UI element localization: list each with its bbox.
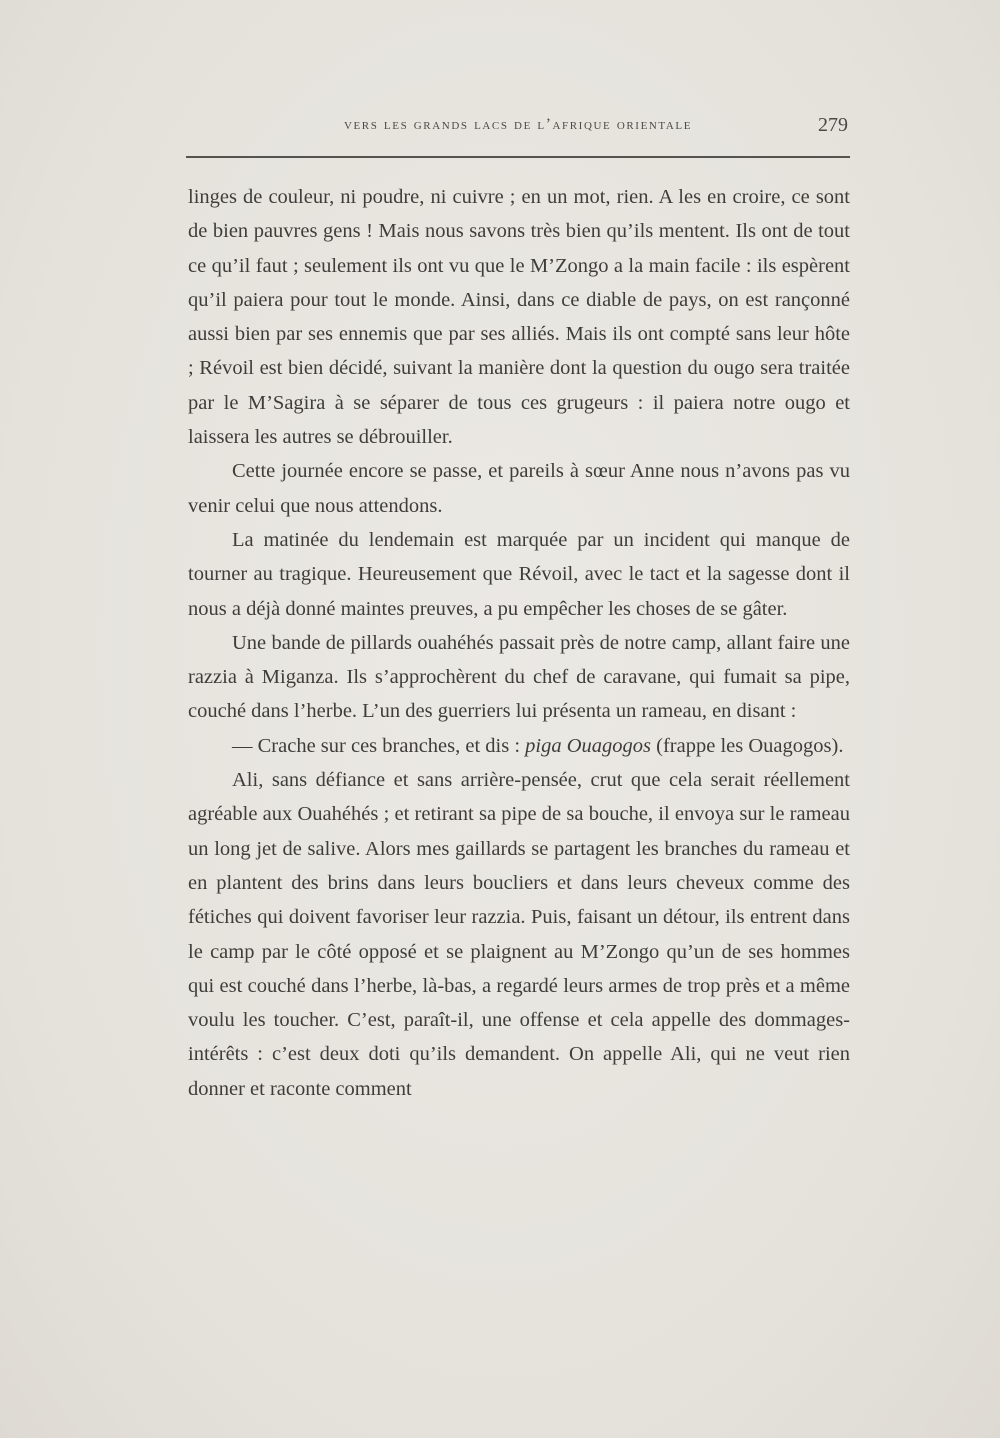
paragraph-5 xyxy=(188,729,850,763)
dialogue-gloss: (frappe les Ouagogos). xyxy=(651,734,844,757)
paragraph-3: La matinée du lendemain est marquée par un incident qui manque de tourner au tragique. Heureusement que Révoil, avec le tact et la sagesse dont il nous a déjà donné maintes preuves, a pu empêcher les choses de se gâter. xyxy=(188,528,850,620)
running-head xyxy=(186,112,850,144)
running-title: vers les grands lacs de l’afrique orientale xyxy=(343,116,693,133)
page-number: 279 xyxy=(818,114,848,136)
paragraph-1: linges de couleur, ni poudre, ni cuivre ; en un mot, rien. A les en croire, ce sont de bien pauvres gens ! Mais nous savons très bien qu’ils mentent. Ils ont de tout ce qu’il faut ; seulement ils ont vu que le M’Zongo a la main facile : ils espèrent qu’il paiera pour tout le monde. Ainsi, dans ce diable de pays, on est rançonné aussi bien par ses ennemis que par ses alliés. Mais ils ont compté sans leur hôte ; Révoil est bien décidé, suivant la manière dont la question du ougo sera traitée par le M’Sagira à se séparer de tous ces grugeurs : il paiera notre ougo et laissera les autres se débrouiller. xyxy=(188,186,850,449)
dialogue-text: — Crache sur ces branches, et dis : xyxy=(232,734,526,757)
paragraph-6: Ali, sans défiance et sans arrière-pensée, crut que cela serait réellement agréable aux Ouahéhés ; et retirant sa pipe de sa bouche, il envoya sur le rameau un long jet de salive. Alors mes gaillards se partagent les branches du rameau et en plantent des brins dans leurs boucliers et dans leurs cheveux comme des fétiches qui doivent favoriser leur razzia. Puis, faisant un détour, ils entrent dans le camp par le côté opposé et se plaignent au M’Zongo qu’un de ses hommes qui est couché dans l’herbe, là-bas, a regardé leurs armes de trop près et a même voulu les toucher. C’est, paraît-il, une offense et cela appelle des dommages-intérêts : c’est deux doti qu’ils demandent. On appelle Ali, qui ne veut rien donner et raconte comment xyxy=(188,769,850,1100)
paragraph-2: Cette journée encore se passe, et pareils à sœur Anne nous n’avons pas vu venir celui que nous attendons. xyxy=(188,460,850,517)
italic-phrase: piga Ouagogos xyxy=(525,734,652,757)
paragraph-4: Une bande de pillards ouahéhés passait près de notre camp, allant faire une razzia à Miganza. Ils s’approchèrent du chef de caravane, qui fumait sa pipe, couché dans l’herbe. L’un des guerriers lui présenta un rameau, en disant : xyxy=(188,631,850,723)
body-text xyxy=(188,180,850,1106)
header-rule xyxy=(186,156,850,158)
